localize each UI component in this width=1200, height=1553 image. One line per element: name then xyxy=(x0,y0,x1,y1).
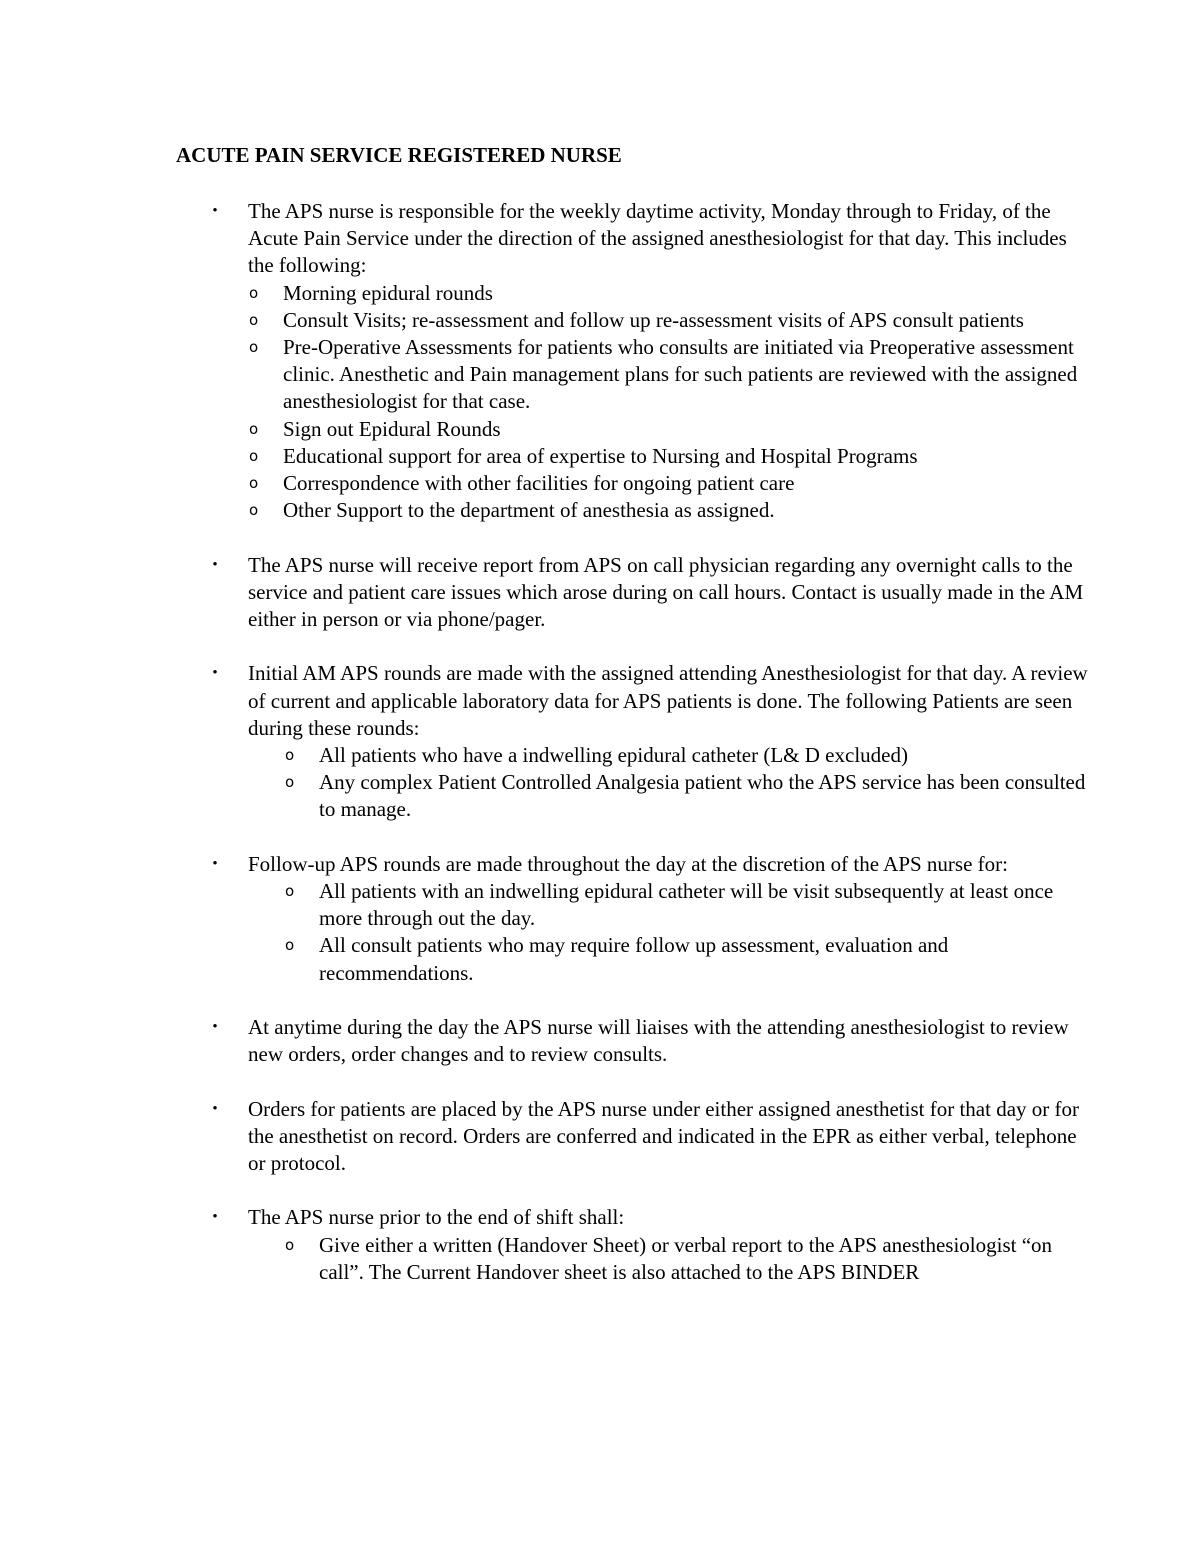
sub-bullet-icon: o xyxy=(285,936,295,955)
sub-item xyxy=(248,416,1088,443)
bullet-text: At anytime during the day the APS nurse will liaises with the attending anesthesiologist to review new orders, order changes and to review consults. xyxy=(248,1015,1069,1067)
bullet-item xyxy=(208,1096,1088,1178)
bullet-item xyxy=(208,552,1088,634)
sub-item xyxy=(284,1232,1088,1286)
sub-item xyxy=(248,334,1088,416)
sub-list xyxy=(284,878,1088,987)
sub-list xyxy=(284,742,1088,824)
document-title: ACUTE PAIN SERVICE REGISTERED NURSE xyxy=(176,143,622,167)
bullet-item xyxy=(208,198,1088,524)
bullet-item xyxy=(208,1204,1088,1286)
sub-bullet-icon: o xyxy=(285,746,295,765)
sub-item xyxy=(284,742,1088,769)
sub-item-text: Educational support for area of expertise to Nursing and Hospital Programs xyxy=(283,443,918,468)
sub-bullet-icon: o xyxy=(249,283,259,302)
sub-list xyxy=(284,1232,1088,1286)
sub-item-text: Any complex Patient Controlled Analgesia patient who the APS service has been consulted to manage. xyxy=(319,770,1086,822)
sub-item-text: Pre-Operative Assessments for patients who consults are initiated via Preoperative assessment clinic. Anesthetic and Pain management plans for such patients are reviewed with the assigned anesthesiologist for that case. xyxy=(283,335,1078,414)
sub-bullet-icon: o xyxy=(285,882,295,901)
bullet-item xyxy=(208,851,1088,987)
bullet-icon: • xyxy=(212,556,218,573)
sub-item-text: Correspondence with other facilities for ongoing patient care xyxy=(283,471,795,496)
sub-item-text: Other Support to the department of anesthesia as assigned. xyxy=(283,498,775,523)
sub-item-text: Give either a written (Handover Sheet) or verbal report to the APS anesthesiologist “on call”. The Current Handover sheet is also attached to the APS BINDER xyxy=(319,1232,1053,1284)
sub-item-text: All consult patients who may require follow up assessment, evaluation and recommendations. xyxy=(319,933,949,985)
sub-bullet-icon: o xyxy=(249,474,259,493)
bullet-icon: • xyxy=(212,1100,218,1117)
sub-item xyxy=(284,932,1088,986)
sub-bullet-icon: o xyxy=(249,501,259,520)
bullet-text: The APS nurse prior to the end of shift shall: xyxy=(248,1205,625,1230)
sub-list xyxy=(248,280,1088,525)
sub-item-text: Consult Visits; re-assessment and follow up re-assessment visits of APS consult patients xyxy=(283,307,1024,332)
bullet-text: The APS nurse is responsible for the weekly daytime activity, Monday through to Friday, of the Acute Pain Service under the direction of the assigned anesthesiologist for that day. This includes the following: xyxy=(248,199,1067,278)
sub-bullet-icon: o xyxy=(249,338,259,357)
sub-bullet-icon: o xyxy=(249,446,259,465)
bullet-icon: • xyxy=(212,855,218,872)
bullet-item xyxy=(208,1014,1088,1068)
sub-item xyxy=(248,470,1088,497)
sub-bullet-icon: o xyxy=(285,1235,295,1254)
sub-item xyxy=(284,769,1088,823)
sub-item xyxy=(284,878,1088,932)
sub-item xyxy=(248,280,1088,307)
bullet-icon: • xyxy=(212,1209,218,1226)
sub-item-text: Morning epidural rounds xyxy=(283,280,493,305)
sub-bullet-icon: o xyxy=(249,310,259,329)
sub-item xyxy=(248,497,1088,524)
sub-item-text: All patients with an indwelling epidural catheter will be visit subsequently at least once more through out the day. xyxy=(319,879,1054,931)
sub-item xyxy=(248,307,1088,334)
bullet-item xyxy=(208,660,1088,823)
document-body xyxy=(208,198,1088,1286)
bullet-icon: • xyxy=(212,665,218,682)
sub-item xyxy=(248,443,1088,470)
bullet-text: The APS nurse will receive report from APS on call physician regarding any overnight calls to the service and patient care issues which arose during on call hours. Contact is usually made in the AM either in person or via phone/pager. xyxy=(248,552,1084,632)
sub-bullet-icon: o xyxy=(249,419,259,438)
sub-item-text: All patients who have a indwelling epidural catheter (L& D excluded) xyxy=(319,743,908,768)
sub-bullet-icon: o xyxy=(285,773,295,792)
sub-item-text: Sign out Epidural Rounds xyxy=(283,416,501,441)
bullet-icon: • xyxy=(212,203,218,219)
bullet-text: Orders for patients are placed by the APS nurse under either assigned anesthetist for that day or for the anesthetist on record. Orders are conferred and indicated in the EPR as either verbal, telephone or protocol. xyxy=(248,1096,1079,1176)
bullet-text: Initial AM APS rounds are made with the assigned attending Anesthesiologist for that day. A review of current and applicable laboratory data for APS patients is done. The following Patients are seen during these rounds: xyxy=(248,661,1088,740)
bullet-text: Follow-up APS rounds are made throughout the day at the discretion of the APS nurse for: xyxy=(248,851,1008,876)
bullet-icon: • xyxy=(212,1019,218,1036)
